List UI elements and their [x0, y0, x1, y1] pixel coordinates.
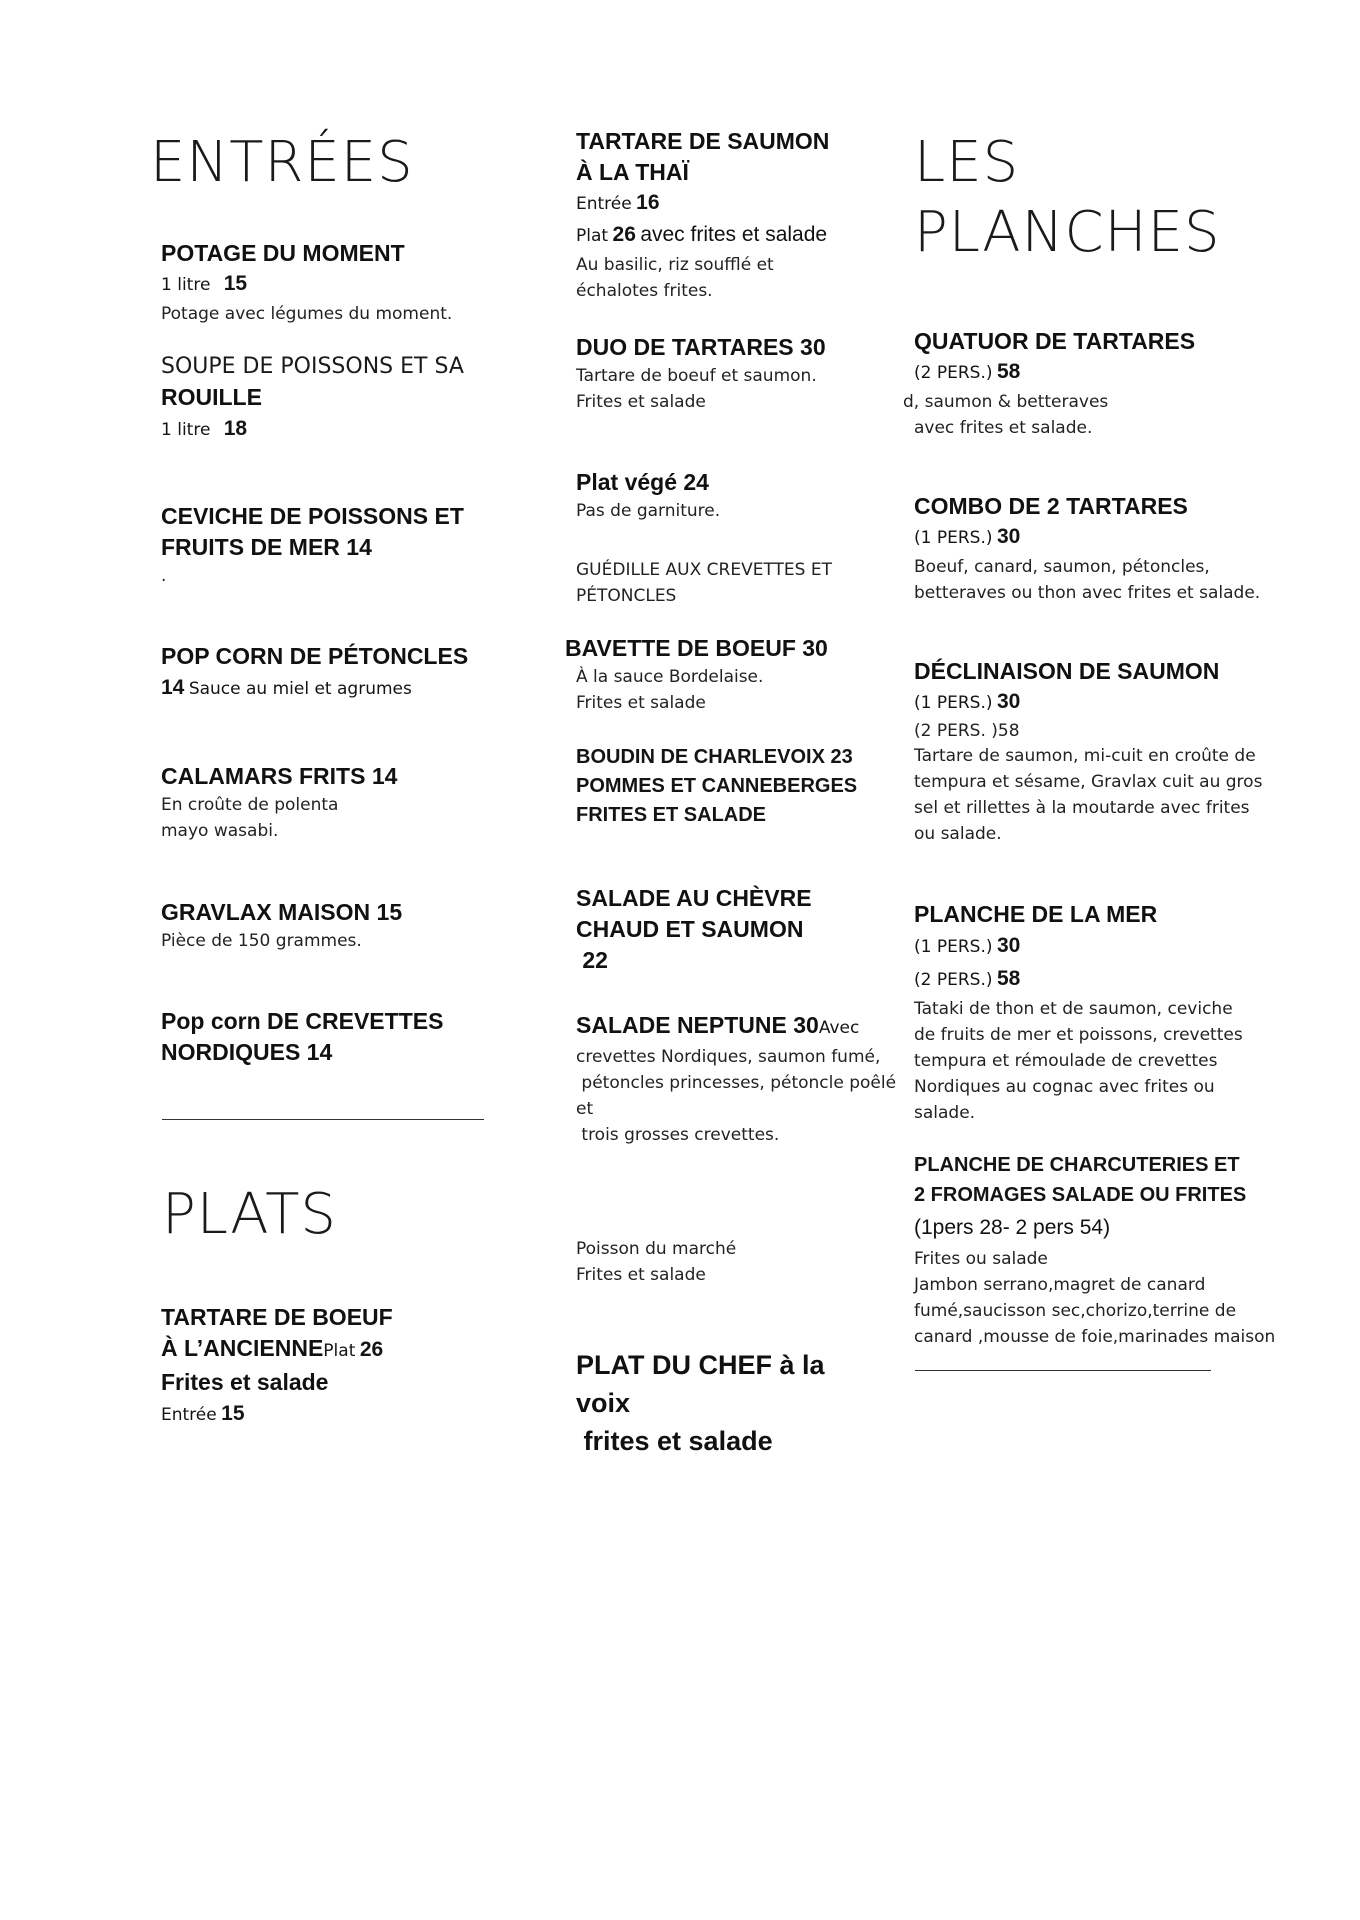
item-description: Pas de garniture.: [576, 501, 721, 521]
item-description-line2: Frites et salade: [576, 693, 706, 713]
item-price-line: [161, 413, 464, 447]
menu-item-popcorn-crevettes: [161, 1006, 443, 1068]
item-entree-label: Entrée: [161, 1405, 217, 1425]
item-sides: frites et salade: [576, 1426, 773, 1456]
item-price-line: [914, 687, 1262, 719]
item-title-line2: À LA THAÏ: [576, 159, 689, 185]
item-title-line2: NORDIQUES 14: [161, 1039, 333, 1065]
item-title: Pop corn DE CREVETTES: [161, 1008, 444, 1034]
section-heading-entrees: ENTRÉES: [150, 130, 414, 195]
item-title: Plat végé 24: [576, 469, 709, 495]
item-price: 14: [161, 676, 185, 699]
item-description-line2: betteraves ou thon avec frites et salade.: [914, 583, 1261, 603]
item-title-line2: ROUILLE: [161, 384, 262, 410]
section-heading-planches: [914, 128, 1221, 268]
menu-item-salade-chevre: [576, 883, 812, 976]
item-title: BAVETTE DE BOEUF 30: [565, 635, 828, 661]
item-title-line2: FRUITS DE MER 14: [161, 534, 372, 560]
menu-item-vege: [576, 467, 720, 524]
menu-item-poisson: [576, 1236, 736, 1288]
item-plat-label: Plat: [323, 1341, 356, 1361]
item-entree-label: Entrée: [576, 194, 632, 214]
item-price: 30: [996, 934, 1021, 957]
item-description-line2: tempura et sésame, Gravlax cuit au gros: [914, 772, 1263, 792]
menu-item-potage: [161, 238, 452, 327]
item-plat-sides: avec frites et salade: [640, 223, 828, 246]
item-title: GUÉDILLE AUX CREVETTES ET: [576, 560, 832, 580]
item-entree-price: 16: [636, 191, 660, 214]
item-price: 15: [223, 272, 248, 295]
menu-item-calamars: [161, 761, 397, 844]
item-title: POP CORN DE PÉTONCLES: [161, 643, 469, 669]
item-description: Tartare de boeuf et saumon.: [576, 366, 817, 386]
item-description: Potage avec légumes du moment.: [161, 304, 453, 324]
menu-item-neptune: [576, 1010, 896, 1148]
item-pers: (1 PERS.): [914, 693, 993, 713]
menu-item-gravlax: [161, 897, 402, 954]
item-description-line2: échalotes frites.: [576, 281, 713, 301]
item-plat-price: 26: [359, 1338, 384, 1361]
item-price2: 58: [996, 967, 1021, 990]
item-title-line2: PÉTONCLES: [576, 586, 677, 606]
item-title: PLANCHE DE LA MER: [914, 901, 1158, 927]
item-title-part: À L’ANCIENNE: [161, 1335, 324, 1361]
menu-item-ceviche: [161, 501, 464, 589]
item-entree-line: [161, 1398, 393, 1431]
item-plat-line: [576, 220, 829, 252]
item-description: d, saumon & betteraves: [903, 392, 1109, 412]
item-title: SALADE NEPTUNE 30: [576, 1012, 819, 1038]
item-entree-line: [576, 188, 829, 220]
menu-item-combo: [914, 491, 1260, 606]
item-title: QUATUOR DE TARTARES: [914, 328, 1196, 354]
item-description: Au basilic, riz soufflé et: [576, 255, 774, 275]
item-unit: 1 litre: [161, 420, 211, 440]
section-heading-plats: PLATS: [162, 1182, 337, 1247]
item-title: DÉCLINAISON DE SAUMON: [914, 658, 1220, 684]
item-price: 58: [996, 360, 1021, 383]
item-sides: Frites et salade: [161, 1369, 329, 1395]
item-title: PLANCHE DE CHARCUTERIES ET: [914, 1154, 1240, 1176]
item-title: TARTARE DE SAUMON: [576, 128, 830, 154]
menu-item-quatuor: [903, 326, 1196, 441]
item-title: DUO DE TARTARES 30: [576, 334, 826, 360]
item-title: POTAGE DU MOMENT: [161, 240, 405, 266]
menu-item-popcorn-petoncles: [161, 641, 468, 706]
item-description: Tataki de thon et de saumon, ceviche: [914, 999, 1233, 1019]
item-plat-price: 26: [612, 223, 636, 246]
item-price: 30: [996, 525, 1021, 548]
item-price-line: [161, 269, 452, 301]
item-description: En croûte de polenta: [161, 795, 339, 815]
item-title: SALADE AU CHÈVRE: [576, 885, 812, 911]
item-description-line3: tempura et rémoulade de crevettes: [914, 1051, 1218, 1071]
item-description-line2: Jambon serrano,magret de canard: [914, 1275, 1206, 1295]
item-title-line: [576, 1010, 896, 1044]
item-description: Frites ou salade: [914, 1249, 1048, 1269]
item-description: Tartare de saumon, mi-cuit en croûte de: [914, 746, 1256, 766]
item-price: 18: [223, 417, 248, 440]
item-description-line2: mayo wasabi.: [161, 821, 279, 841]
item-description-line2: avec frites et salade.: [914, 418, 1093, 438]
item-description: Pièce de 150 grammes.: [161, 931, 362, 951]
item-description-line4: et: [576, 1099, 594, 1119]
item-description-line2: crevettes Nordiques, saumon fumé,: [576, 1047, 881, 1067]
section-divider: [915, 1370, 1211, 1371]
item-title-line2: CHAUD ET SAUMON: [576, 916, 804, 942]
item-title-line3: FRITES ET SALADE: [576, 804, 767, 826]
item-title: GRAVLAX MAISON 15: [161, 899, 403, 925]
menu-item-guedille: [576, 557, 832, 609]
item-pers: (1 PERS.): [914, 937, 993, 957]
menu-item-charcuteries: [914, 1150, 1275, 1350]
item-title: Poisson du marché: [576, 1239, 737, 1259]
item-title: CEVICHE DE POISSONS ET: [161, 503, 464, 529]
item-price-line2: (2 PERS. )58: [914, 721, 1020, 741]
menu-item-tartare-boeuf: [161, 1302, 393, 1431]
menu-item-duo-tartares: [576, 332, 826, 415]
menu-item-soupe: [161, 352, 464, 447]
item-entree-price: 15: [221, 1402, 245, 1425]
item-pers: (1 PERS.): [914, 528, 993, 548]
item-description-line2: Frites et salade: [576, 392, 706, 412]
item-description-line3: sel et rillettes à la moutarde avec frites: [914, 798, 1250, 818]
item-title: CALAMARS FRITS 14: [161, 763, 398, 789]
menu-item-boudin: [576, 743, 857, 830]
item-price-line: [914, 930, 1243, 963]
item-description-line4: canard ,mousse de foie,marinades maison: [914, 1327, 1276, 1347]
item-description: Boeuf, canard, saumon, pétoncles,: [914, 557, 1210, 577]
item-title: BOUDIN DE CHARLEVOIX 23: [576, 746, 853, 768]
item-description-line2: de fruits de mer et poissons, crevettes: [914, 1025, 1243, 1045]
menu-item-plat-du-chef: [576, 1346, 825, 1460]
item-description-line4: Nordiques au cognac avec frites ou: [914, 1077, 1215, 1097]
menu-item-declinaison: [914, 656, 1262, 847]
item-title-line2: POMMES ET CANNEBERGES: [576, 775, 858, 797]
item-price-line2: [914, 963, 1243, 996]
item-description-line5: trois grosses crevettes.: [576, 1125, 780, 1145]
heading-line2: PLANCHES: [914, 200, 1221, 265]
item-title-line2: 2 FROMAGES SALADE OU FRITES: [914, 1184, 1247, 1206]
item-description-line3: pétoncles princesses, pétoncle poêlé: [576, 1073, 897, 1093]
item-description: Sauce au miel et agrumes: [188, 679, 412, 699]
menu-item-planche-mer: [914, 899, 1243, 1126]
menu-item-tartare-saumon: [576, 126, 829, 304]
item-unit: 1 litre: [161, 275, 211, 295]
item-title: COMBO DE 2 TARTARES: [914, 493, 1188, 519]
menu-item-bavette: [565, 633, 828, 716]
item-description-line3: fumé,saucisson sec,chorizo,terrine de: [914, 1301, 1237, 1321]
item-pers: (2 PERS.): [914, 363, 993, 383]
item-prices: (1pers 28- 2 pers 54): [914, 1216, 1111, 1239]
item-price-line: [914, 357, 1195, 389]
item-description: À la sauce Bordelaise.: [576, 667, 764, 687]
item-description-line4: ou salade.: [914, 824, 1002, 844]
item-title-line2: voix: [576, 1388, 631, 1418]
item-price-line: [914, 522, 1260, 554]
item-plat-label: Plat: [576, 226, 609, 246]
item-title: TARTARE DE BOEUF: [161, 1304, 393, 1330]
item-price: 22: [576, 947, 608, 973]
heading-line1: LES: [914, 130, 1020, 195]
item-description: Frites et salade: [576, 1265, 706, 1285]
item-title-line2: [161, 1333, 393, 1367]
item-title: PLAT DU CHEF à la: [576, 1350, 825, 1380]
item-pers2: (2 PERS.): [914, 970, 993, 990]
section-divider: [162, 1119, 484, 1120]
item-description: Avec: [818, 1018, 860, 1038]
item-description-line5: salade.: [914, 1103, 976, 1123]
item-price-line: [161, 672, 468, 706]
item-price: 30: [996, 690, 1021, 713]
item-description: .: [161, 566, 167, 586]
item-title: SOUPE DE POISSONS ET SA: [161, 354, 464, 379]
